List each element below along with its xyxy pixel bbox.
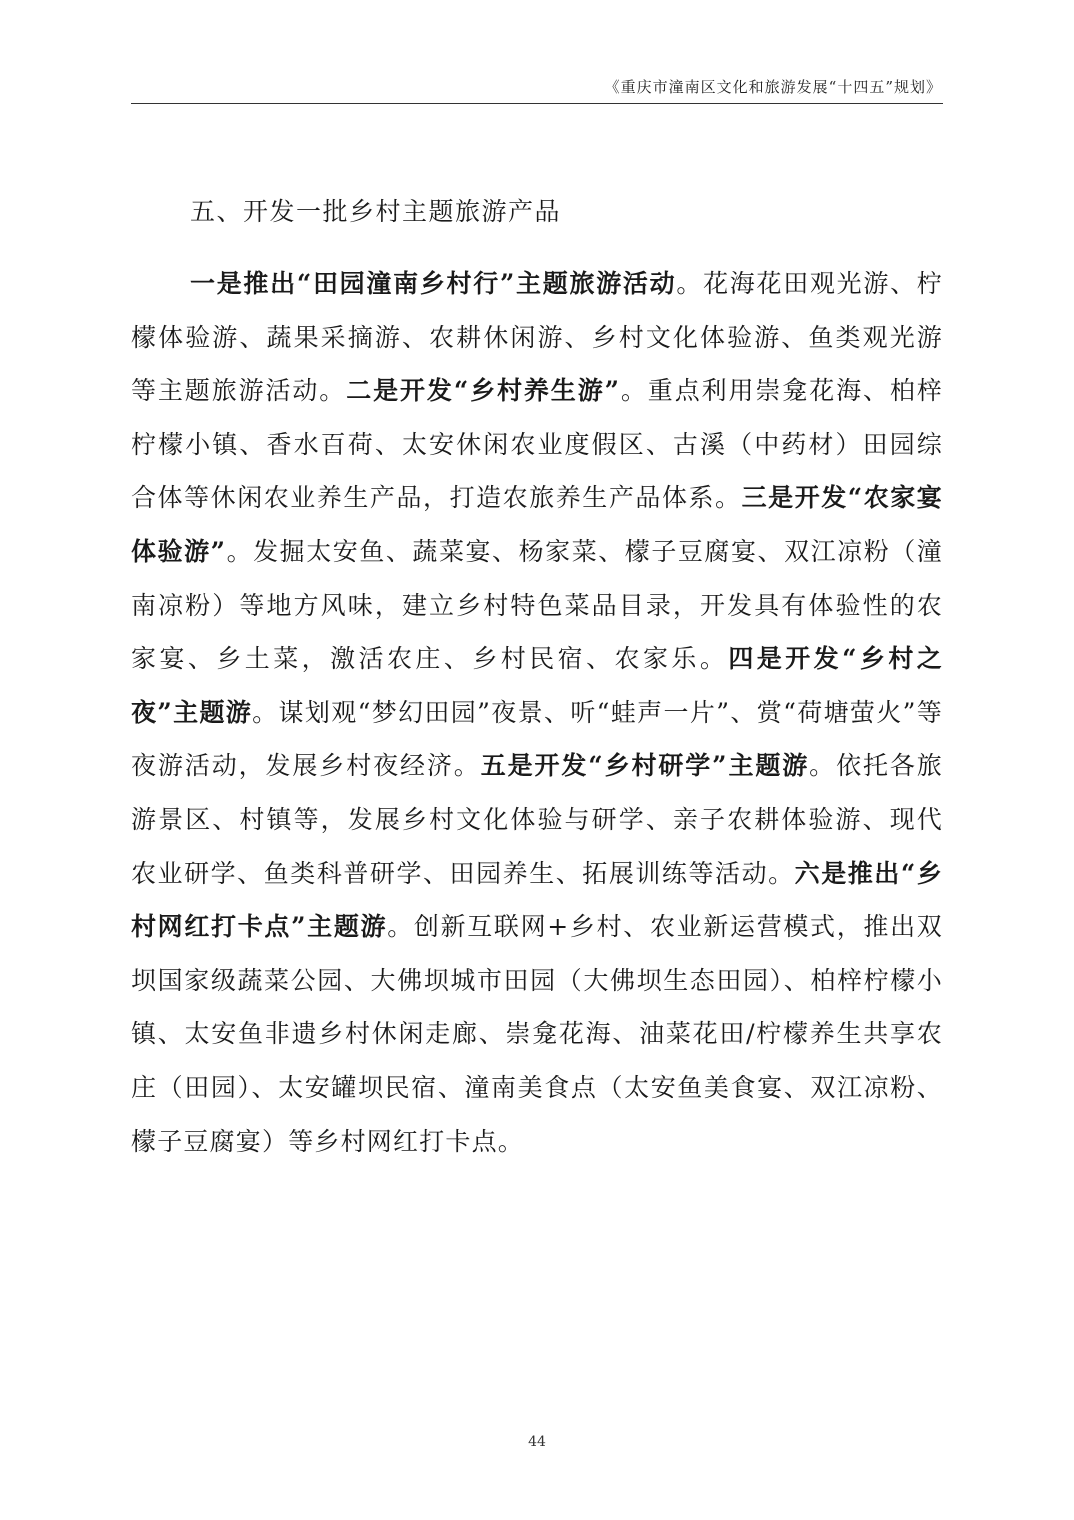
item-2-label: 二是开发“乡村养生游”: [346, 376, 621, 406]
body-paragraph: [131, 257, 943, 1168]
section-title: 五、开发一批乡村主题旅游产品: [190, 197, 562, 226]
header-rule: [131, 103, 943, 104]
item-3-text: 。发掘太安鱼、蔬菜宴、杨家菜、檬子豆腐宴、双江凉粉（潼南凉粉）等地方风味，建立乡村特色菜品目录，开发具有体验性的农家宴、乡土菜，激活农庄、乡村民宿、农家乐。: [131, 536, 944, 674]
item-5-text: 。依托各旅游景区、村镇等，发展乡村文化体验与研学、亲子农耕体验游、现代农业研学、鱼类科普研学、田园养生、拓展训练等活动。: [131, 751, 943, 888]
item-6-label: 六是推出“乡村网红打卡点”主题游: [131, 858, 943, 942]
item-2-text: 。重点利用崇龛花海、柏梓柠檬小镇、香水百荷、太安休闲农业度假区、古溪（中药材）田园综合体等休闲农业养生产品，打造农旅养生产品体系。: [131, 376, 943, 513]
page-number: 44: [528, 1434, 546, 1450]
item-1-text: 。花海花田观光游、柠檬体验游、蔬果采摘游、农耕休闲游、乡村文化体验游、鱼类观光游等主题旅游活动。: [131, 269, 943, 406]
item-5-label: 五是开发“乡村研学”主题游: [480, 751, 810, 781]
item-3-label: 三是开发“农家宴体验游”: [131, 483, 944, 566]
item-1-label: 一是推出“田园潼南乡村行”主题旅游活动: [190, 269, 677, 298]
running-header: 《重庆市潼南区文化和旅游发展“十四五”规划》: [604, 78, 942, 96]
item-4-text: 。谋划观“梦幻田园”夜景、听“蛙声一片”、赏“荷塘萤火”等夜游活动，发展乡村夜经济。: [131, 697, 943, 781]
item-6-text: 。创新互联网+乡村、农业新运营模式，推出双坝国家级蔬菜公园、大佛坝城市田园（大佛坝生态田园）、柏梓柠檬小镇、太安鱼非遗乡村休闲走廊、崇龛花海、油菜花田/柠檬养生共享农庄（田园）、太安罐坝民宿、潼南美食点（太安鱼美食宴、双江凉粉、檬子豆腐宴）等乡村网红打卡点。: [131, 912, 943, 1156]
item-4-label: 四是开发“乡村之夜”主题游: [131, 644, 943, 727]
